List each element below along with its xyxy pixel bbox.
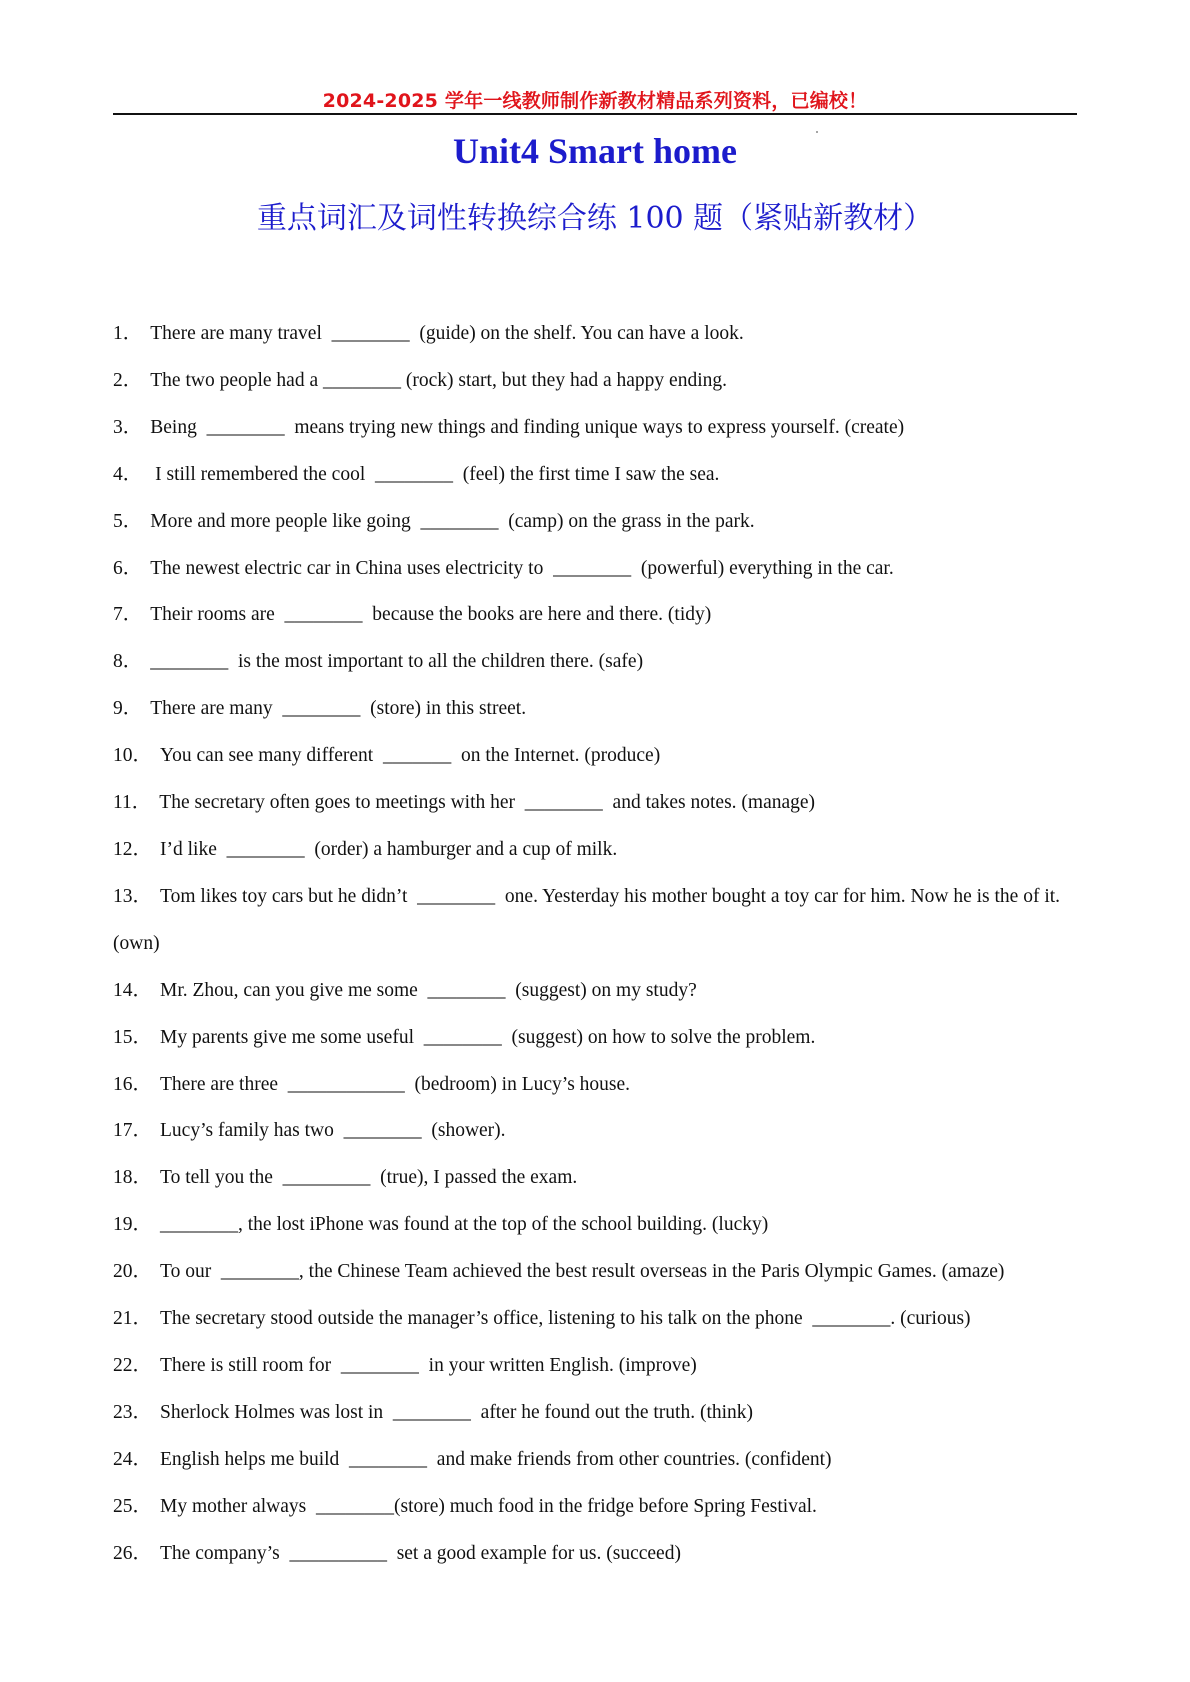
question-number: 22． <box>113 1354 153 1376</box>
question-text: More and more people like going ________ (camp) on the grass in the park. <box>150 510 755 532</box>
question-item <box>113 968 1079 1015</box>
question-number: 20． <box>113 1261 153 1283</box>
question-number: 10． <box>113 745 153 767</box>
question-text: To our ________, the Chinese Team achieved the best result overseas in the Paris Olympic Games. (amaze) <box>160 1261 1005 1283</box>
question-item <box>113 405 1079 452</box>
question-number: 12． <box>113 838 153 860</box>
question-number: 16． <box>113 1073 153 1095</box>
question-text: Mr. Zhou, can you give me some ________ (suggest) on my study? <box>160 979 697 1001</box>
question-number: 23． <box>113 1401 153 1423</box>
question-text: My parents give me some useful ________ (suggest) on how to solve the problem. <box>160 1026 816 1048</box>
question-text: The two people had a ________ (rock) start, but they had a happy ending. <box>150 369 727 391</box>
question-text: There are many travel ________ (guide) on the shelf. You can have a look. <box>150 323 744 344</box>
question-item <box>113 1249 1079 1296</box>
header-divider <box>113 113 1077 115</box>
question-item <box>113 1062 1079 1109</box>
question-number: 21． <box>113 1308 153 1330</box>
question-text: I still remembered the cool ________ (feel) the first time I saw the sea. <box>150 463 720 485</box>
question-item <box>113 1202 1079 1249</box>
question-number: 11． <box>113 792 152 814</box>
question-number: 25． <box>113 1495 153 1517</box>
question-number: 8． <box>113 651 143 673</box>
question-item <box>113 311 1079 358</box>
question-number: 4． <box>113 463 143 485</box>
question-text: Being ________ means trying new things and finding unique ways to express yourself. (create) <box>150 416 905 438</box>
question-text: I’d like ________ (order) a hamburger and a cup of milk. <box>160 838 618 860</box>
question-item <box>113 452 1079 499</box>
question-number: 26． <box>113 1542 153 1564</box>
question-number: 9． <box>113 698 143 720</box>
question-text: The company’s __________ set a good example for us. (succeed) <box>160 1542 681 1564</box>
question-number: 6． <box>113 557 143 579</box>
question-item <box>113 1390 1079 1437</box>
question-item <box>113 780 1079 827</box>
question-item <box>113 1437 1079 1484</box>
question-number: 14． <box>113 979 153 1001</box>
question-item <box>113 592 1079 639</box>
question-text: English helps me build ________ and make friends from other countries. (confident) <box>160 1448 832 1470</box>
question-item <box>113 639 1079 686</box>
question-number: 18． <box>113 1167 153 1189</box>
question-text: Their rooms are ________ because the books are here and there. (tidy) <box>150 604 712 626</box>
question-item <box>113 733 1079 780</box>
question-text: The secretary often goes to meetings with her ________ and takes notes. (manage) <box>159 792 816 814</box>
question-item <box>113 1343 1079 1390</box>
question-item <box>113 546 1079 593</box>
question-item <box>113 499 1079 546</box>
question-number: 13． <box>113 885 153 907</box>
question-text: There are many ________ (store) in this street. <box>150 698 527 720</box>
question-text: Lucy’s family has two ________ (shower). <box>160 1120 506 1142</box>
question-text: Tom likes toy cars but he didn’t ________ one. Yesterday his mother bought a toy car for him. Now he is the of it. (own) <box>113 885 1065 954</box>
question-list <box>113 311 1079 1577</box>
question-text: There is still room for ________ in your written English. (improve) <box>160 1354 697 1376</box>
question-text: The secretary stood outside the manager’s office, listening to his talk on the phone ________. (curious) <box>160 1308 971 1330</box>
question-number: 3． <box>113 416 143 438</box>
header-banner: 2024-2025 学年一线教师制作新教材精品系列资料，已编校！ <box>322 90 868 112</box>
question-text: To tell you the _________ (true), I passed the exam. <box>160 1167 578 1189</box>
question-item <box>113 1015 1079 1062</box>
question-number: 5． <box>113 510 143 532</box>
question-text: My mother always ________(store) much food in the fridge before Spring Festival. <box>160 1495 817 1517</box>
stray-dot <box>816 131 818 133</box>
question-item <box>113 686 1079 733</box>
question-number: 2． <box>113 369 143 391</box>
question-number: 19． <box>113 1214 153 1236</box>
question-text: ________ is the most important to all the children there. (safe) <box>150 651 644 673</box>
question-number: 7． <box>113 604 143 626</box>
page-title: Unit4 Smart home <box>453 131 737 171</box>
question-item <box>113 1108 1079 1155</box>
page-subtitle: 重点词汇及词性转换综合练 100 题（紧贴新教材） <box>256 201 934 236</box>
question-item <box>113 1296 1079 1343</box>
question-item <box>113 358 1079 405</box>
question-text: The newest electric car in China uses electricity to ________ (powerful) everything in the car. <box>150 557 894 579</box>
question-text: Sherlock Holmes was lost in ________ after he found out the truth. (think) <box>160 1401 754 1423</box>
question-text: You can see many different _______ on the Internet. (produce) <box>160 745 661 767</box>
question-item <box>113 827 1079 874</box>
question-number: 17． <box>113 1120 153 1142</box>
question-text: ________, the lost iPhone was found at the top of the school building. (lucky) <box>160 1214 769 1236</box>
question-item <box>113 1531 1079 1578</box>
question-number: 1． <box>113 323 143 344</box>
question-number: 15． <box>113 1026 153 1048</box>
question-item <box>113 1484 1079 1531</box>
question-number: 24． <box>113 1448 153 1470</box>
question-item <box>113 874 1079 968</box>
question-item <box>113 1155 1079 1202</box>
question-text: There are three ____________ (bedroom) in Lucy’s house. <box>160 1073 631 1095</box>
